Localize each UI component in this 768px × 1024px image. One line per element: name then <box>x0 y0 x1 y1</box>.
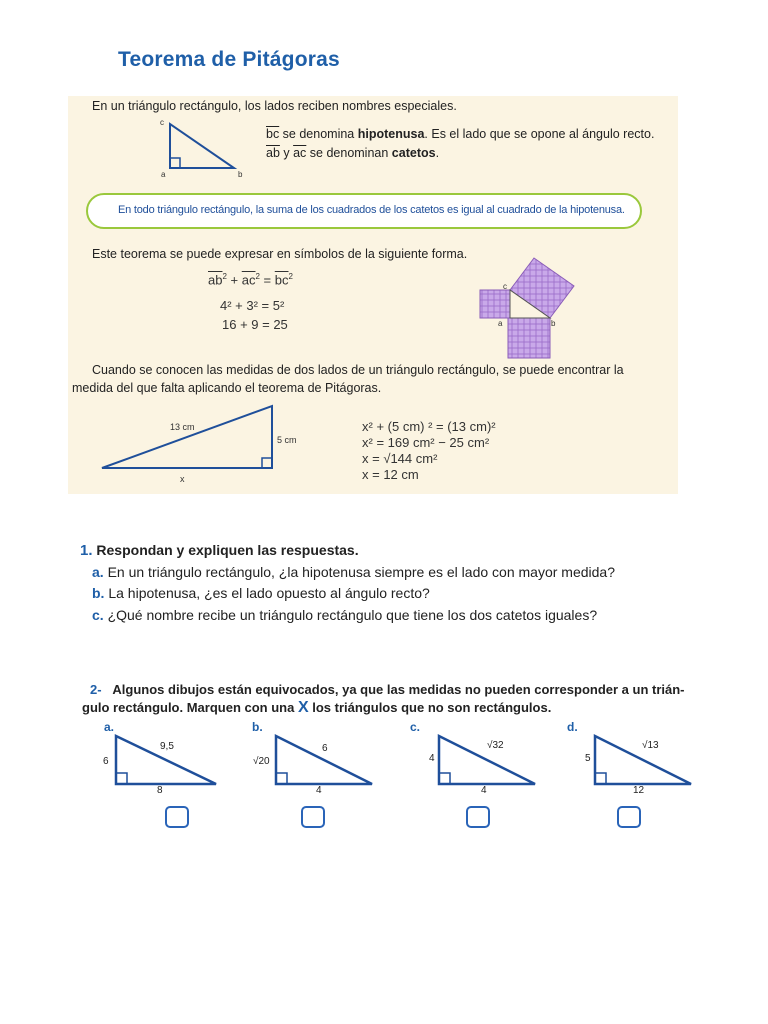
triangle-c-base: 4 <box>481 785 487 796</box>
checkbox-triangle-c[interactable] <box>466 806 490 828</box>
square-label-a: a <box>498 319 503 328</box>
triangle-b-hyp: 6 <box>322 743 328 754</box>
triangle-d-base: 12 <box>633 785 645 796</box>
triangle-a-letter: a. <box>104 720 115 734</box>
hypotenuse-definition: $\overline{bc}$ se denomina hipotenusa. Es el lado que se opone al ángulo recto. <box>266 127 655 141</box>
checkbox-triangle-d[interactable] <box>617 806 641 828</box>
triangle-b <box>272 732 382 788</box>
triangle-d-leg: 5 <box>585 753 591 764</box>
pythagoras-formula: $\overline{ab}^2 + \overline{ac}^2 = \overline{bc}^2$ <box>208 272 293 288</box>
question-1-item-c: c. ¿Qué nombre recibe un triángulo rectángulo que tiene los dos catetos iguales? <box>92 607 598 623</box>
example-triangle <box>100 402 280 474</box>
triangle-a-base: 8 <box>157 785 163 796</box>
square-label-b: b <box>551 319 556 328</box>
solution-step: x² + (5 cm) ² = (13 cm)² <box>362 419 496 434</box>
question-1-header: 1. Respondan y expliquen las respuestas. <box>80 542 359 559</box>
checkbox-triangle-b[interactable] <box>301 806 325 828</box>
question-1-item-b: b. La hipotenusa, ¿es el lado opuesto al ángulo recto? <box>92 585 430 601</box>
triangle-hyp-label: 13 cm <box>170 422 195 432</box>
method-text-1: Cuando se conocen las medidas de dos lados de un triángulo rectángulo, se puede encontrar la <box>92 363 624 377</box>
example-squares: 4² + 3² = 5² <box>220 298 285 313</box>
solution-step: x² = 169 cm² − 25 cm² <box>362 435 490 450</box>
solution-step: x = √144 cm² <box>362 451 438 466</box>
question-2-line-2: gulo rectángulo. Marquen con una X los triángulos que no son rectángulos. <box>82 699 552 716</box>
question-2-line-1: 2- Algunos dibujos están equivocados, ya que las medidas no pueden corresponder a un trián- <box>90 682 685 697</box>
solution-step: x = 12 cm <box>362 467 419 482</box>
square-label-c: c <box>503 282 507 291</box>
question-1-item-a: a. En un triángulo rectángulo, ¿la hipotenusa siempre es el lado con mayor medida? <box>92 564 615 580</box>
triangle-b-base: 4 <box>316 785 322 796</box>
triangle-a-hyp: 9,5 <box>160 741 174 752</box>
label-b: b <box>238 170 243 179</box>
triangle-b-leg: √20 <box>253 756 270 767</box>
label-a: a <box>161 170 166 179</box>
express-text: Este teorema se puede expresar en símbolos de la siguiente forma. <box>92 247 468 261</box>
triangle-a-leg: 6 <box>103 756 109 767</box>
example-sum: 16 + 9 = 25 <box>222 317 288 332</box>
solution-steps <box>362 419 496 483</box>
method-text-2: medida del que falta aplicando el teorema de Pitágoras. <box>72 381 382 395</box>
triangle-d-hyp: √13 <box>642 740 659 751</box>
catetos-definition: $\overline{ab}$ y $\overline{ac}$ se denominan catetos. <box>266 146 440 160</box>
triangle-leg-label: 5 cm <box>277 435 297 445</box>
checkbox-triangle-a[interactable] <box>165 806 189 828</box>
triangle-base-label: x <box>180 474 185 484</box>
page-title: Teorema de Pitágoras <box>118 48 340 71</box>
theorem-statement: En todo triángulo rectángulo, la suma de los cuadrados de los catetos es igual al cuadrado de la hipotenusa. <box>118 204 625 216</box>
triangle-c-leg: 4 <box>429 753 435 764</box>
triangle-c-letter: c. <box>410 720 421 734</box>
squares-diagram <box>476 252 586 362</box>
intro-text: En un triángulo rectángulo, los lados reciben nombres especiales. <box>92 99 457 113</box>
label-c: c <box>160 118 164 127</box>
triangle-b-letter: b. <box>252 720 263 734</box>
triangle-c-hyp: √32 <box>487 740 504 751</box>
triangle-d-letter: d. <box>567 720 578 734</box>
